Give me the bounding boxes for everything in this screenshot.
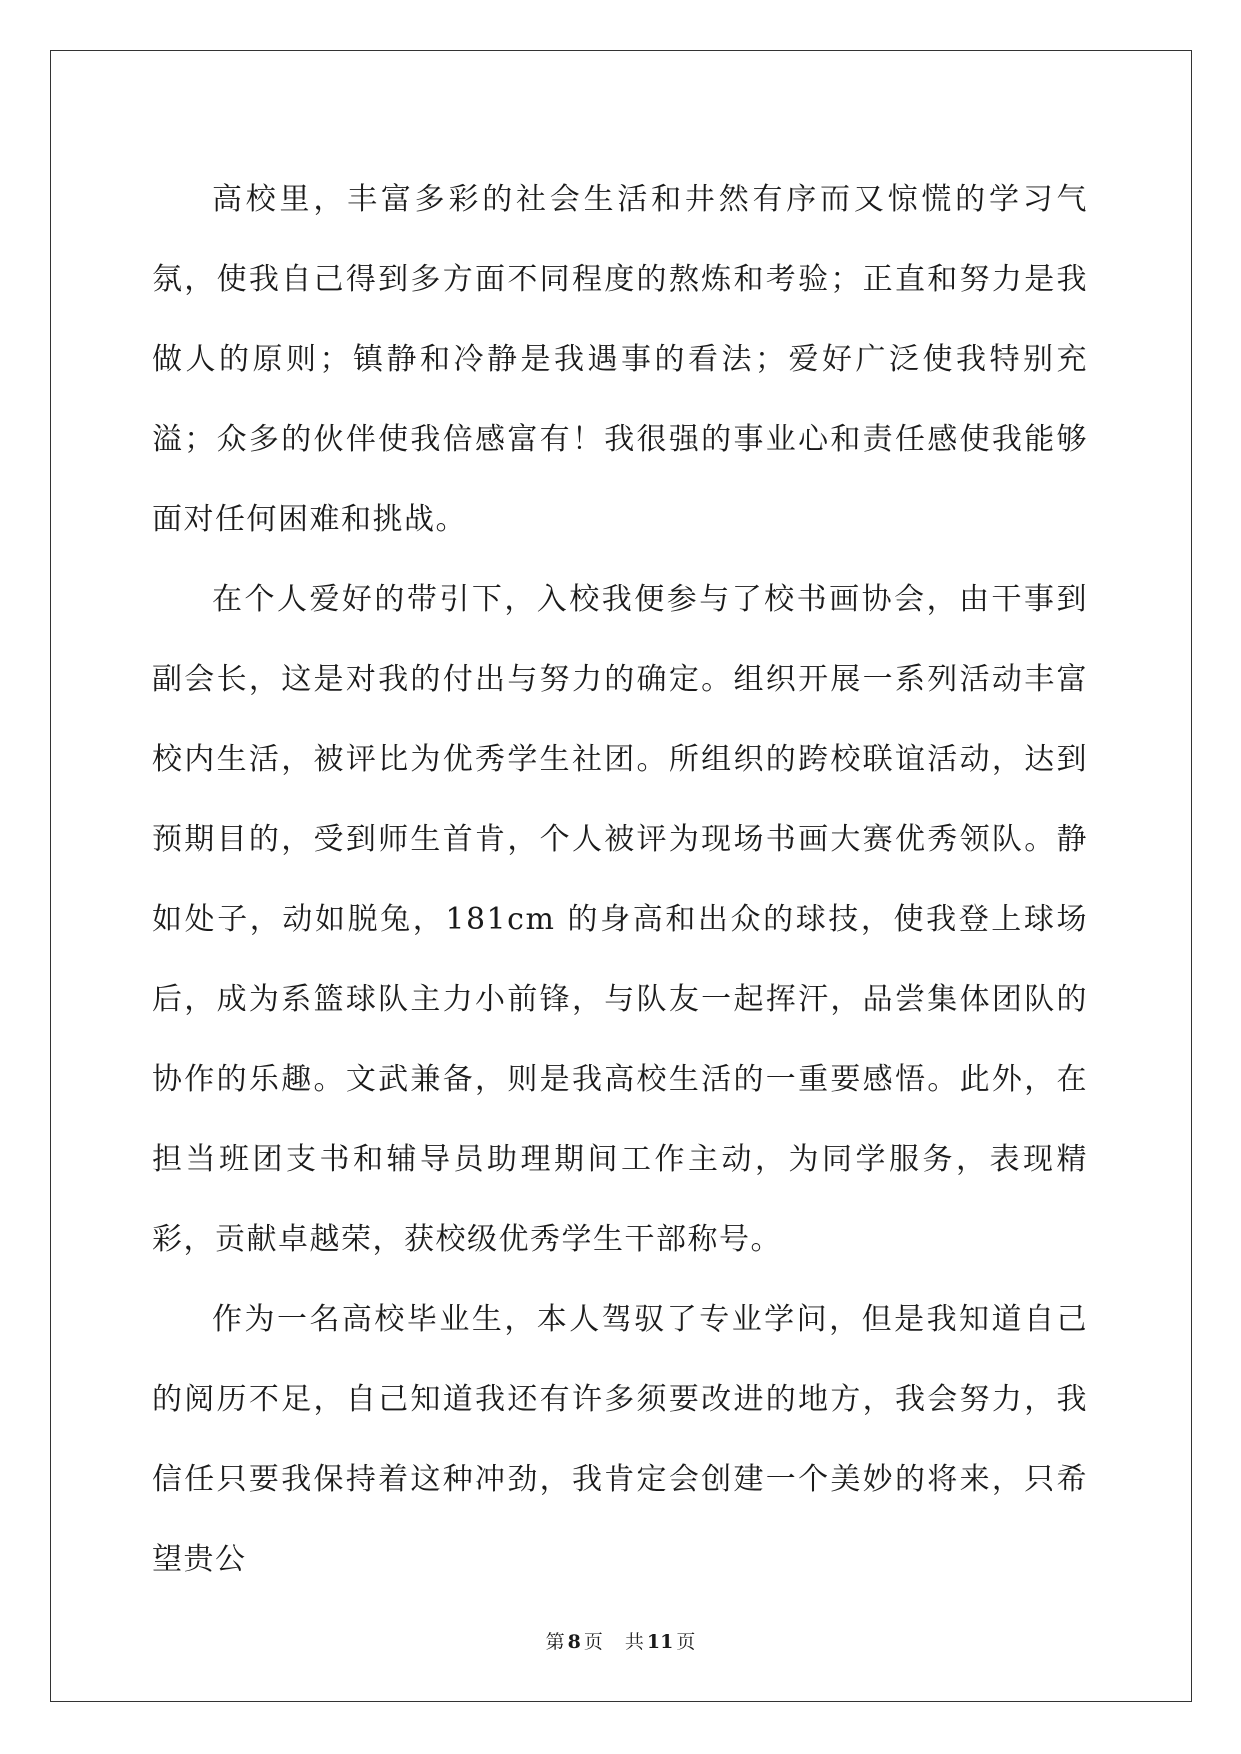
paragraph-1: 高校里，丰富多彩的社会生活和井然有序而又惊慌的学习气氛，使我自己得到多方面不同程度的熬炼和考验；正直和努力是我做人的原则；镇静和冷静是我遇事的看法；爱好广泛使我特别充溢；众多的伙伴使我倍感富有！我很强的事业心和责任感使我能够面对任何困难和挑战。: [152, 182, 1088, 537]
page-total-number: 11: [646, 1631, 674, 1653]
page-label-suffix: 页: [583, 1631, 603, 1653]
paragraph-2: 在个人爱好的带引下，入校我便参与了校书画协会，由干事到副会长，这是对我的付出与努力的确定。组织开展一系列活动丰富校内生活，被评比为优秀学生社团。所组织的跨校联谊活动，达到预期目的，受到师生首肯，个人被评为现场书画大赛优秀领队。静如处子，动如脱兔，181cm 的身高和出众的球技，使我登上球场后，成为系篮球队主力小前锋，与队友一起挥汗，品尝集体团队的协作的乐趣。文武兼备，则是我高校生活的一重要感悟。此外，在担当班团支书和辅导员助理期间工作主动，为同学服务，表现精彩，贡献卓越荣，获校级优秀学生干部称号。: [152, 582, 1088, 1257]
page-label-prefix: 第: [545, 1631, 565, 1653]
paragraph-3: 作为一名高校毕业生，本人驾驭了专业学问，但是我知道自己的阅历不足，自己知道我还有许多须要改进的地方，我会努力，我信任只要我保持着这种冲劲，我肯定会创建一个美妙的将来，只希望贵公: [152, 1302, 1088, 1577]
total-label-prefix: 共: [624, 1631, 644, 1653]
document-body: [152, 160, 1088, 1600]
total-label-suffix: 页: [676, 1631, 696, 1653]
page-current-number: 8: [567, 1631, 581, 1653]
page-footer: [0, 1630, 1241, 1654]
